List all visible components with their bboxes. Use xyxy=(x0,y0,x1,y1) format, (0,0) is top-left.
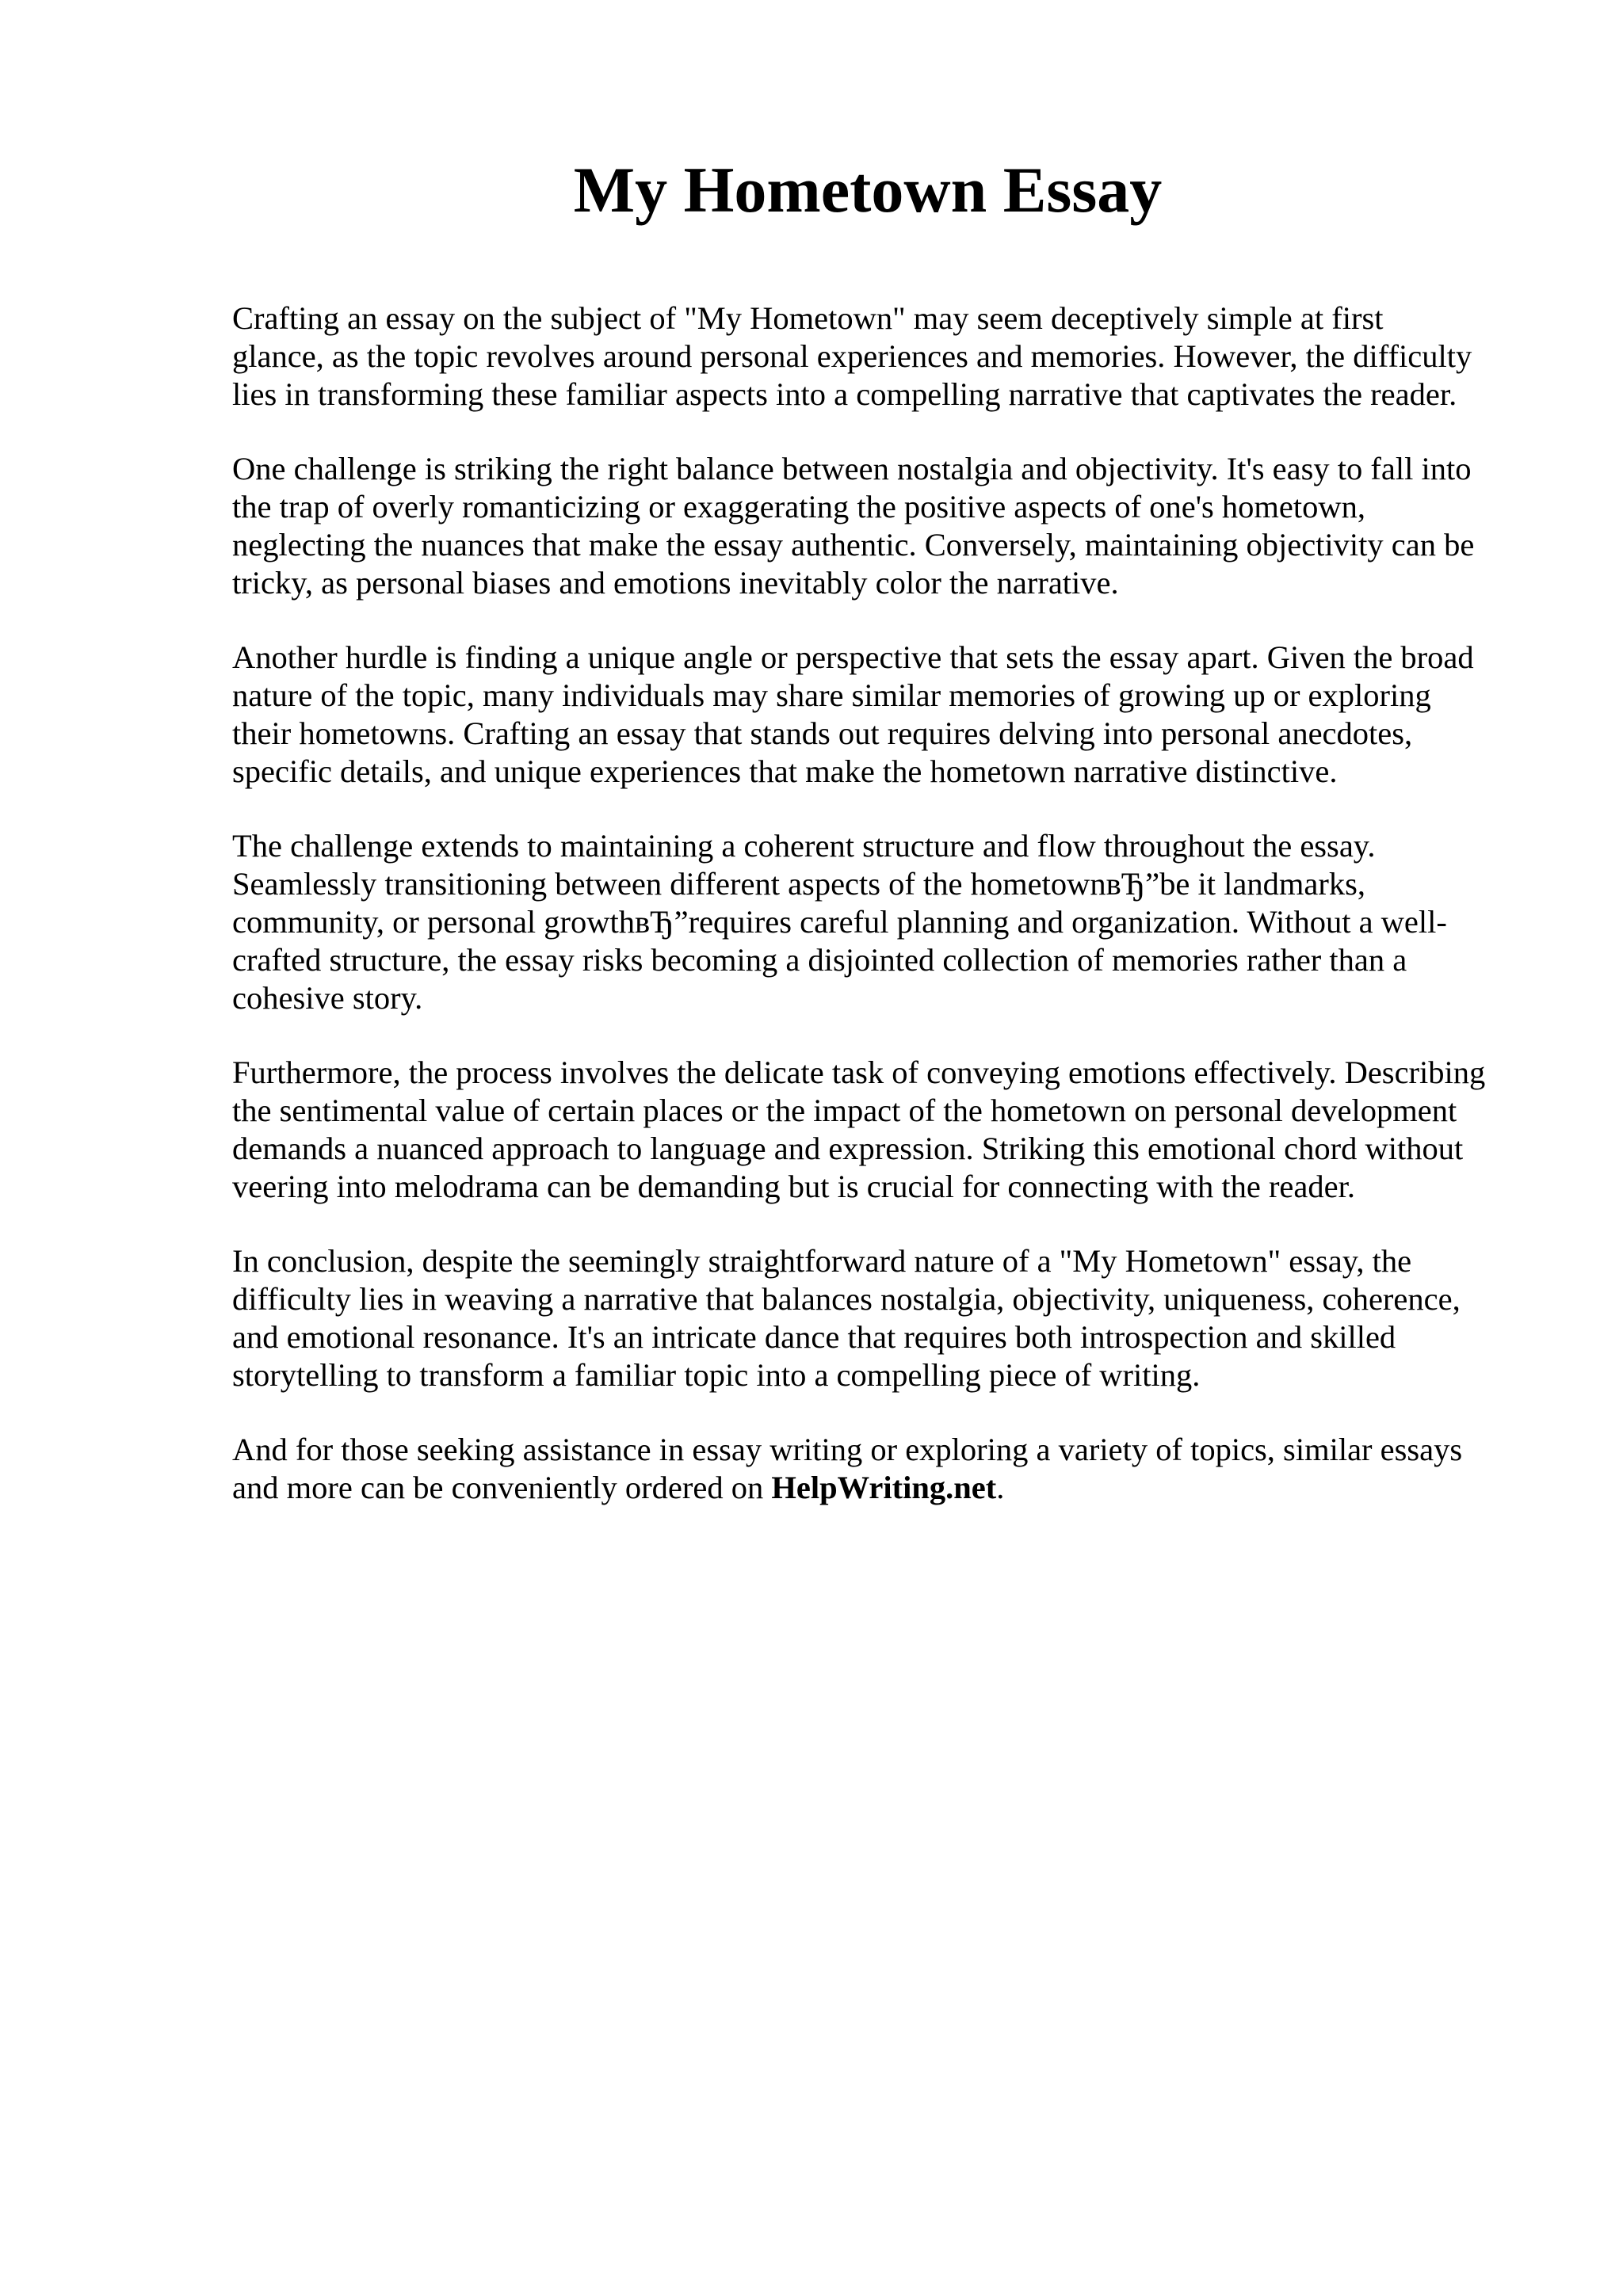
text-line: Furthermore, the process involves the delicate task of conveying emotions effectively. Describing xyxy=(232,1055,1486,1090)
text-line: the sentimental value of certain places or the impact of the hometown on personal development xyxy=(232,1093,1457,1128)
closing-period: . xyxy=(996,1470,1005,1505)
text-line: neglecting the nuances that make the essay authentic. Conversely, maintaining objectivity can be xyxy=(232,527,1475,563)
essay-title: My Hometown Essay xyxy=(573,154,1163,226)
text-line: difficulty lies in weaving a narrative that balances nostalgia, objectivity, uniqueness, coherence, xyxy=(232,1281,1461,1317)
text-line: community, or personal growthвЂ”requires careful planning and organization. Without a well- xyxy=(232,904,1447,940)
text-line: lies in transforming these familiar aspects into a compelling narrative that captivates the reader. xyxy=(232,376,1457,412)
essay-body xyxy=(232,299,1532,1543)
closing-text: and more can be conveniently ordered on xyxy=(232,1470,772,1505)
paragraph-3 xyxy=(232,639,1532,791)
text-line: In conclusion, despite the seemingly straightforward nature of a "My Hometown" essay, the xyxy=(232,1243,1412,1279)
text-line: storytelling to transform a familiar topic into a compelling piece of writing. xyxy=(232,1357,1201,1393)
text-line: the trap of overly romanticizing or exaggerating the positive aspects of one's hometown, xyxy=(232,489,1365,524)
text-line: demands a nuanced approach to language and expression. Striking this emotional chord without xyxy=(232,1131,1464,1166)
text-line: nature of the topic, many individuals may share similar memories of growing up or exploring xyxy=(232,677,1431,713)
text-line: crafted structure, the essay risks becoming a disjointed collection of memories rather than a xyxy=(232,942,1407,978)
paragraph-6 xyxy=(232,1242,1532,1394)
helpwriting-link[interactable]: HelpWriting.net xyxy=(771,1470,997,1505)
paragraph-2 xyxy=(232,450,1532,602)
text-line: tricky, as personal biases and emotions inevitably color the narrative. xyxy=(232,565,1119,601)
text-line: veering into melodrama can be demanding but is crucial for connecting with the reader. xyxy=(232,1169,1355,1204)
text-line: and emotional resonance. It's an intricate dance that requires both introspection and skilled xyxy=(232,1319,1396,1355)
closing-paragraph xyxy=(232,1431,1532,1507)
text-line: Seamlessly transitioning between different aspects of the hometownвЂ”be it landmarks, xyxy=(232,866,1365,902)
text-line: Another hurdle is finding a unique angle or perspective that sets the essay apart. Given the broad xyxy=(232,639,1474,675)
text-line: glance, as the topic revolves around personal experiences and memories. However, the difficulty xyxy=(232,338,1472,374)
paragraph-5 xyxy=(232,1054,1532,1206)
text-line xyxy=(232,1469,1532,1507)
text-line: Crafting an essay on the subject of "My Hometown" may seem deceptively simple at first xyxy=(232,300,1384,336)
paragraph-4 xyxy=(232,827,1532,1017)
text-line: The challenge extends to maintaining a coherent structure and flow throughout the essay. xyxy=(232,828,1376,864)
text-line: cohesive story. xyxy=(232,980,423,1016)
text-line: specific details, and unique experiences that make the hometown narrative distinctive. xyxy=(232,753,1338,789)
paragraph-1 xyxy=(232,299,1532,414)
text-line: One challenge is striking the right balance between nostalgia and objectivity. It's easy to fall into xyxy=(232,451,1472,486)
text-line: And for those seeking assistance in essay writing or exploring a variety of topics, similar essays xyxy=(232,1432,1463,1467)
text-line: their hometowns. Crafting an essay that stands out requires delving into personal anecdotes, xyxy=(232,715,1413,751)
